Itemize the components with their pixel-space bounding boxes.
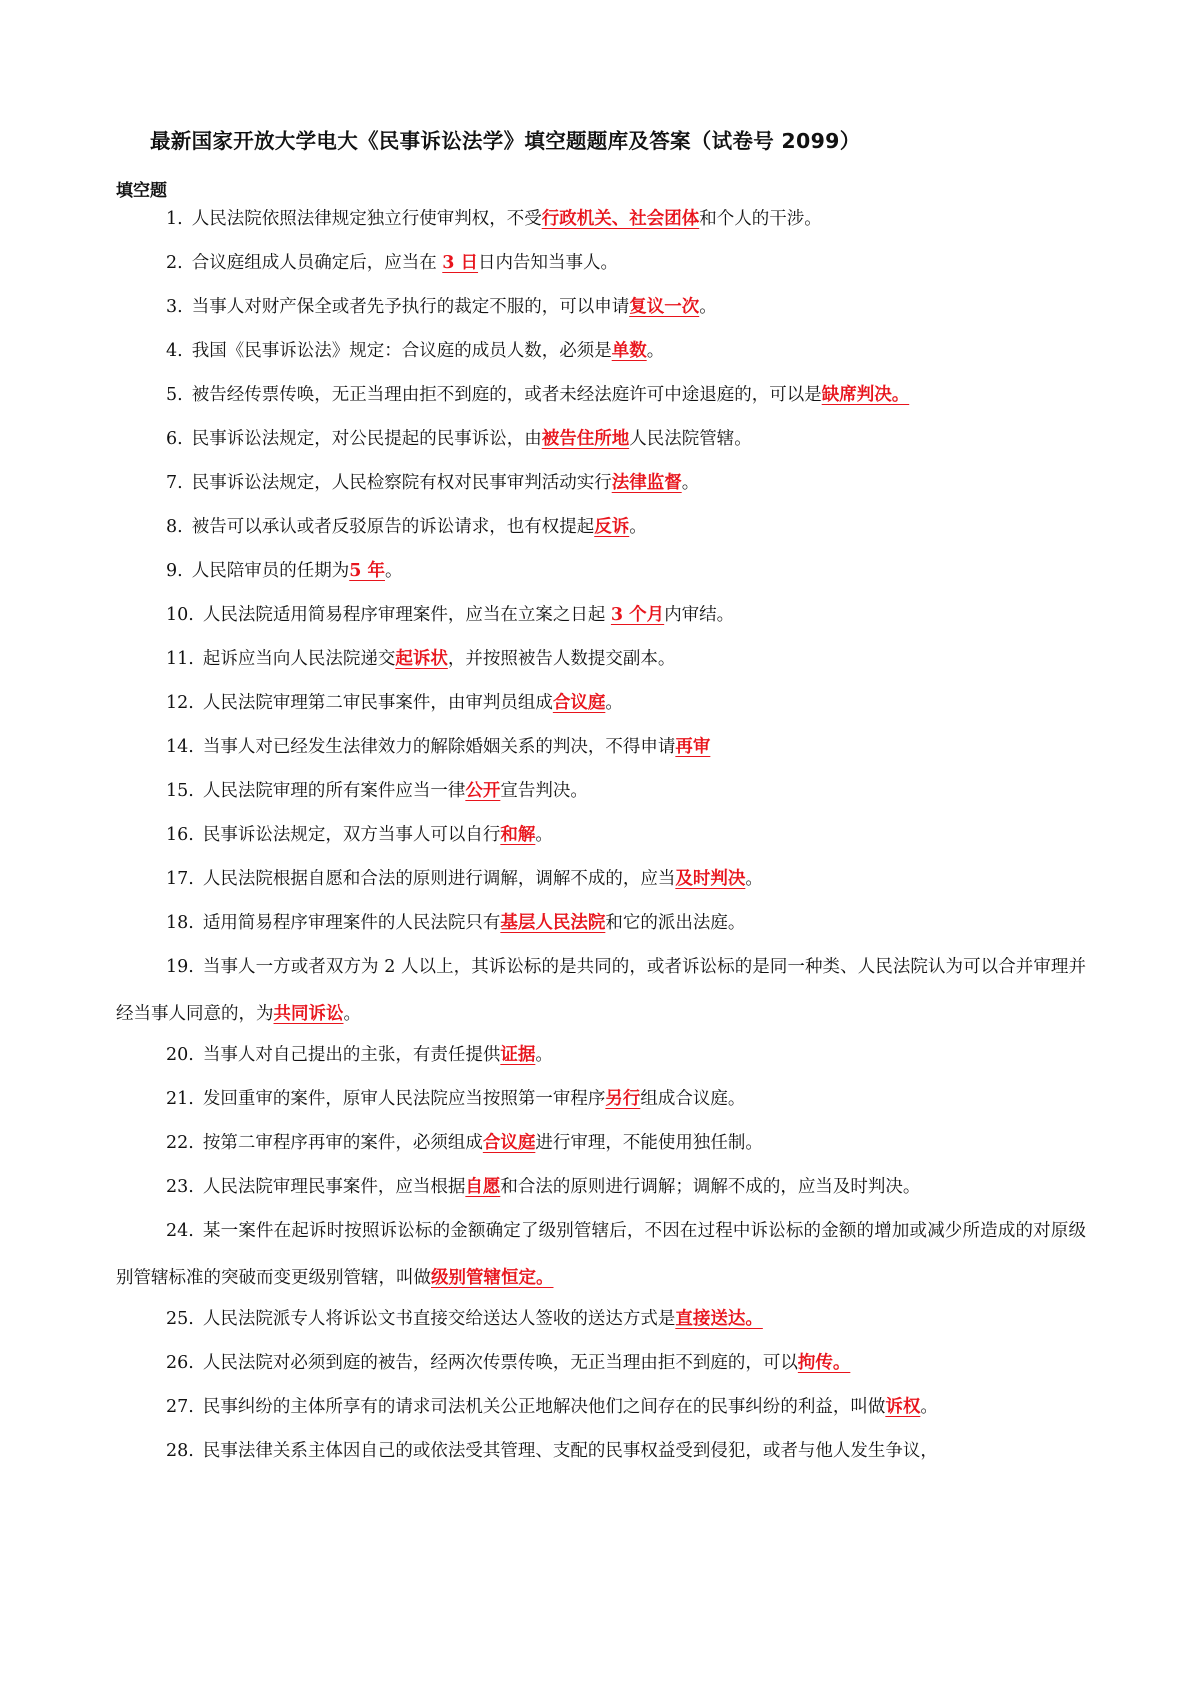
question-text: 人民陪审员的任期为: [191, 561, 350, 581]
question-text: 人民法院对必须到庭的被告，经两次传票传唤，无正当理由拒不到庭的，可以: [202, 1353, 798, 1373]
answer-text: 5 年: [349, 561, 385, 581]
answer-text: 复议一次: [629, 297, 700, 317]
question-number: 17.: [166, 869, 194, 889]
question-item: [116, 328, 1086, 375]
question-number: 27.: [166, 1397, 194, 1417]
question-text: 当事人对已经发生法律效力的解除婚姻关系的判决，不得申请: [202, 737, 676, 757]
question-text: 民事法律关系主体因自己的或依法受其管理、支配的民事权益受到侵犯，或者与他人发生争议，: [202, 1441, 938, 1461]
question-item: [116, 1340, 1086, 1387]
question-text: 民事诉讼法规定，人民检察院有权对民事审判活动实行: [191, 473, 612, 493]
question-item: [116, 416, 1086, 463]
question-text-after: ，并按照被告人数提交副本。: [447, 649, 676, 669]
question-text-after: 进行审理，不能使用独任制。: [535, 1133, 763, 1153]
answer-text: 证据: [500, 1045, 536, 1065]
answer-text: 及时判决: [675, 869, 746, 889]
question-text: 人民法院根据自愿和合法的原则进行调解，调解不成的，应当: [202, 869, 676, 889]
question-text: 被告经传票传唤，无正当理由拒不到庭的，或者未经法庭许可中途退庭的，可以是: [191, 385, 822, 405]
question-number: 18.: [166, 913, 194, 933]
question-text-after: 。: [629, 517, 647, 537]
question-number: 20.: [166, 1045, 194, 1065]
question-text-after: 和个人的干涉。: [699, 209, 822, 229]
question-text-after: 和它的派出法庭。: [605, 913, 746, 933]
answer-text: 另行: [605, 1089, 641, 1109]
question-text-after: 组成合议庭。: [640, 1089, 746, 1109]
question-text: 被告可以承认或者反驳原告的诉讼请求，也有权提起: [191, 517, 595, 537]
question-number: 8.: [166, 517, 183, 537]
question-number: 11.: [166, 649, 194, 669]
question-text-after: 内审结。: [664, 605, 735, 625]
question-item: [116, 856, 1086, 903]
question-item: [116, 724, 1086, 771]
question-text: 当事人对财产保全或者先予执行的裁定不服的，可以申请: [191, 297, 630, 317]
question-number: 4.: [166, 341, 183, 361]
question-number: 9.: [166, 561, 183, 581]
answer-text: 行政机关、社会团体: [541, 209, 700, 229]
question-text-after: 人民法院管辖。: [629, 429, 752, 449]
question-text-after: 。: [535, 1045, 553, 1065]
question-item: [116, 1164, 1086, 1211]
question-number: 14.: [166, 737, 194, 757]
question-text: 民事诉讼法规定，对公民提起的民事诉讼，由: [191, 429, 542, 449]
question-text: 起诉应当向人民法院递交: [202, 649, 396, 669]
question-item: [116, 240, 1086, 287]
answer-text: 自愿: [465, 1177, 501, 1197]
question-text-after: 。: [535, 825, 553, 845]
question-text-after: 。: [646, 341, 665, 361]
question-text: 发回重审的案件，原审人民法院应当按照第一审程序: [202, 1089, 606, 1109]
question-item: [116, 812, 1086, 859]
answer-text: 单数: [611, 341, 647, 361]
question-text: 民事纠纷的主体所享有的请求司法机关公正地解决他们之间存在的民事纠纷的利益，叫做: [202, 1397, 886, 1417]
question-text: 人民法院依照法律规定独立行使审判权，不受: [191, 209, 542, 229]
question-text: 按第二审程序再审的案件，必须组成: [202, 1133, 483, 1153]
question-text: 我国《民事诉讼法》规定：合议庭的成员人数，必须是: [191, 341, 612, 361]
question-number: 1.: [166, 209, 183, 229]
question-text-after: 。: [605, 693, 623, 713]
question-item: [116, 504, 1086, 551]
question-item: [116, 900, 1086, 947]
question-number: 28.: [166, 1441, 194, 1461]
question-text-after: 。: [920, 1397, 938, 1417]
question-number: 5.: [166, 385, 183, 405]
question-text: 民事诉讼法规定，双方当事人可以自行: [202, 825, 501, 845]
question-number: 25.: [166, 1309, 194, 1329]
question-item: [116, 1120, 1086, 1167]
question-number: 26.: [166, 1353, 194, 1373]
question-text-after: 和合法的原则进行调解；调解不成的，应当及时判决。: [500, 1177, 921, 1197]
section-heading: 填空题: [116, 181, 167, 201]
question-number: 10.: [166, 605, 194, 625]
answer-text: 3 日: [442, 253, 479, 273]
question-item: [116, 548, 1086, 595]
answer-text: 缺席判决。: [821, 385, 910, 405]
question-text-after: 。: [343, 1004, 361, 1024]
answer-text: 诉权: [885, 1397, 921, 1417]
answer-text: 被告住所地: [541, 429, 630, 449]
question-item: [116, 196, 1086, 243]
answer-text: 合议庭: [552, 693, 606, 713]
question-item: [116, 1384, 1086, 1431]
answer-text: 和解: [500, 825, 536, 845]
answer-text: 基层人民法院: [500, 913, 606, 933]
question-number: 21.: [166, 1089, 194, 1109]
question-item: [116, 680, 1086, 727]
question-number: 12.: [166, 693, 194, 713]
question-item: [116, 1076, 1086, 1123]
question-text: 人民法院适用简易程序审理案件，应当在立案之日起: [202, 605, 611, 625]
question-number: 19.: [166, 957, 194, 977]
question-item: [116, 636, 1086, 683]
question-item: [116, 460, 1086, 507]
question-item: [116, 1296, 1086, 1343]
question-text: 合议庭组成人员确定后，应当在: [191, 253, 443, 273]
answer-text: 起诉状: [395, 649, 448, 669]
answer-text: 共同诉讼: [273, 1004, 344, 1024]
answer-text: 级别管辖恒定。: [431, 1268, 554, 1288]
question-item: [116, 944, 1086, 1038]
answer-text: 直接送达。: [675, 1309, 763, 1329]
question-item: [116, 768, 1086, 815]
question-item: [116, 1428, 1086, 1475]
answer-text: 合议庭: [482, 1133, 536, 1153]
question-number: 6.: [166, 429, 183, 449]
question-number: 24.: [166, 1221, 194, 1241]
question-text: 适用简易程序审理案件的人民法院只有: [202, 913, 501, 933]
question-number: 23.: [166, 1177, 194, 1197]
question-text: 人民法院审理民事案件，应当根据: [202, 1177, 466, 1197]
question-item: [116, 372, 1086, 419]
answer-text: 公开: [465, 781, 501, 801]
question-text: 当事人对自己提出的主张，有责任提供: [202, 1045, 501, 1065]
question-text: 人民法院审理的所有案件应当一律: [202, 781, 466, 801]
question-text-after: 。: [681, 473, 700, 493]
question-text: 人民法院派专人将诉讼文书直接交给送达人签收的送达方式是: [202, 1309, 676, 1329]
question-text: 当事人一方或者双方为 2 人以上，其诉讼标的是共同的，或者诉讼标的是同一种类、人民法院认为可以合并审理并经当事人同意的，为: [116, 957, 1086, 1024]
document-title: 最新国家开放大学电大《民事诉讼法学》填空题题库及答案（试卷号 2099）: [150, 129, 861, 153]
question-text-after: 。: [745, 869, 763, 889]
question-text: 某一案件在起诉时按照诉讼标的金额确定了级别管辖后，不因在过程中诉讼标的金额的增加或减少所造成的对原级别管辖标准的突破而变更级别管辖，叫做: [116, 1221, 1086, 1288]
answer-text: 法律监督: [611, 473, 682, 493]
question-item: [116, 592, 1086, 639]
question-number: 2.: [166, 253, 183, 273]
question-item: [116, 1208, 1086, 1302]
question-item: [116, 284, 1086, 331]
question-text-after: 宣告判决。: [500, 781, 588, 801]
question-number: 16.: [166, 825, 194, 845]
answer-text: 3 个月: [610, 605, 665, 625]
question-text-after: 日内告知当事人。: [478, 253, 619, 273]
answer-text: 反诉: [594, 517, 630, 537]
question-text-after: 。: [699, 297, 717, 317]
question-number: 22.: [166, 1133, 194, 1153]
question-item: [116, 1032, 1086, 1079]
question-number: 15.: [166, 781, 194, 801]
answer-text: 再审: [675, 737, 711, 757]
question-text-after: 。: [384, 561, 403, 581]
question-number: 3.: [166, 297, 183, 317]
question-text: 人民法院审理第二审民事案件，由审判员组成: [202, 693, 553, 713]
question-number: 7.: [166, 473, 183, 493]
answer-text: 拘传。: [797, 1353, 851, 1373]
